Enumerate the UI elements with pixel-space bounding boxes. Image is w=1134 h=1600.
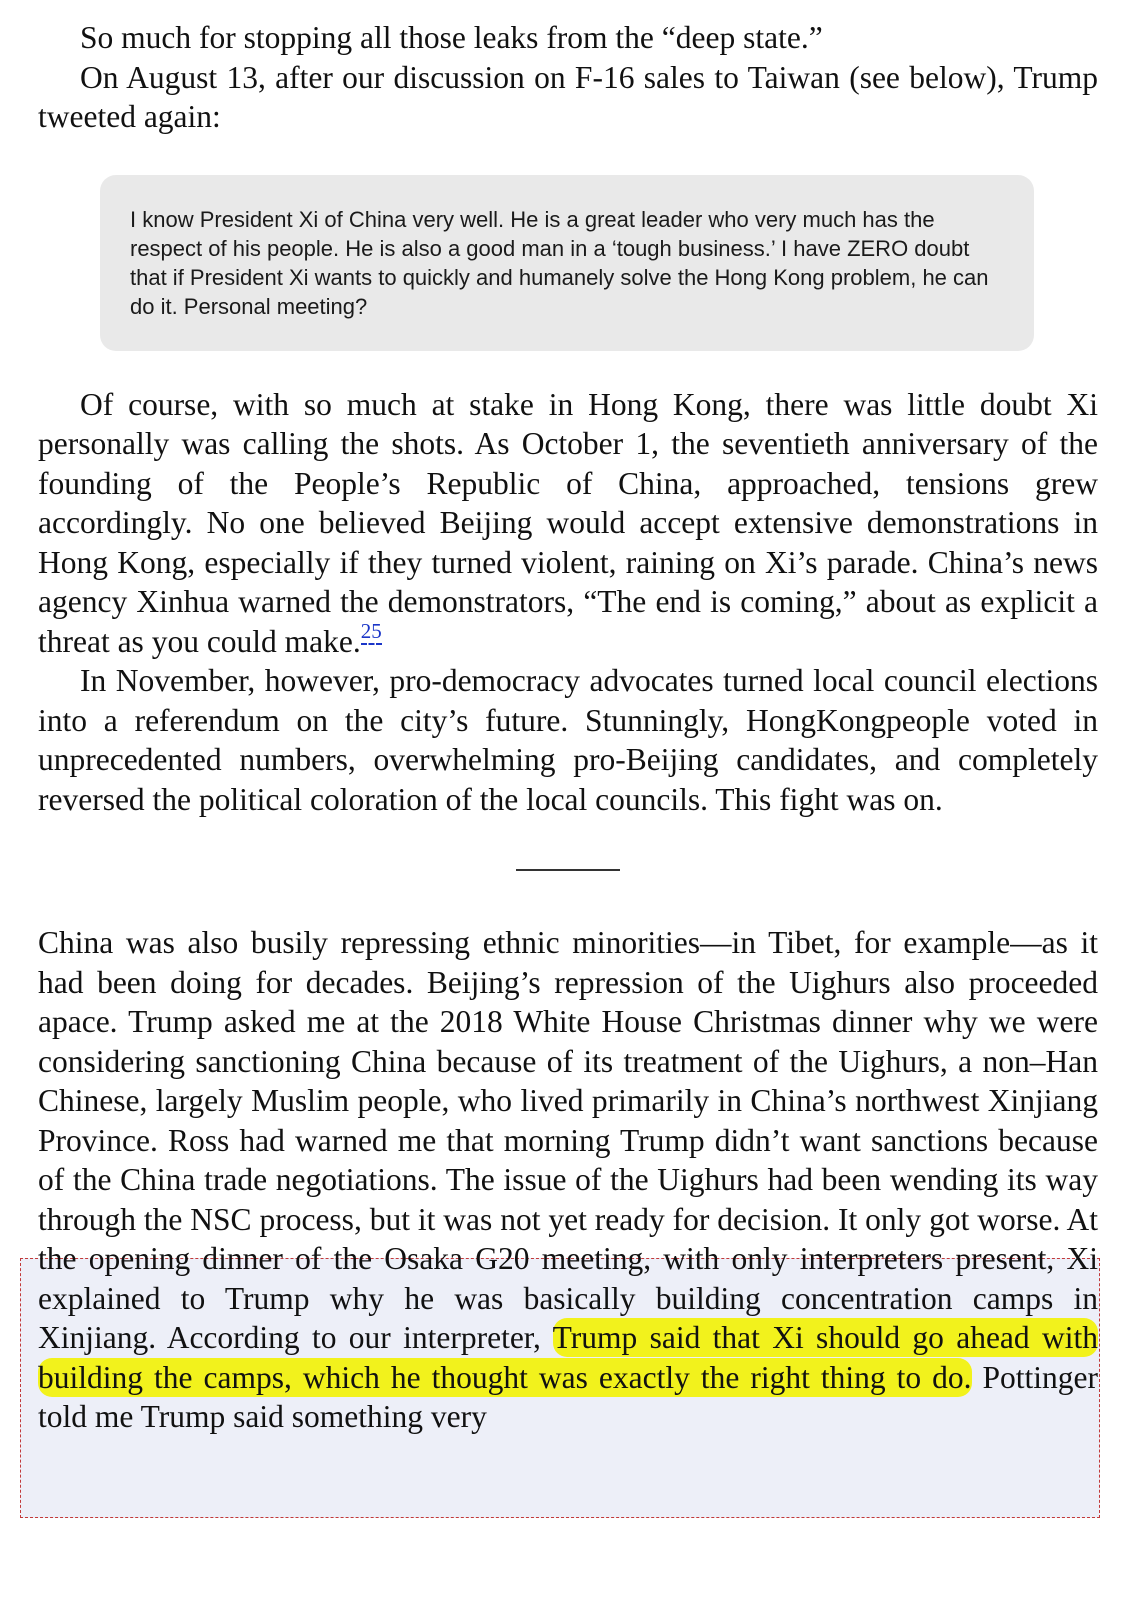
section-divider <box>516 869 620 871</box>
tweet-quote-text: I know President Xi of China very well. He is a great leader who very much has the respect of his people. He is also a good man in a ‘tough business.’ I have ZERO doubt that if President Xi wants to quickly and humanely solve the Hong Kong problem, he can do it. Personal meeting? <box>130 206 989 319</box>
paragraph-uighurs <box>38 923 1098 1437</box>
paragraph-uighurs-continuation: Pottinger told me Trump said something very <box>38 1359 1099 1434</box>
paragraph-deep-state: So much for stopping all those leaks from the “deep state.” <box>80 20 823 55</box>
paragraph-august-13: On August 13, after our discussion on F-16 sales to Taiwan (see below), Trump tweeted again: <box>38 59 1098 134</box>
paragraph-hong-kong <box>38 385 1098 662</box>
paragraph-uighurs-text: China was also busily repressing ethnic minorities—in Tibet, for example—as it had been doing for decades. Beijing’s repression of the Uighurs also proceeded apace. Trump asked me at the 2018 White House Christmas dinner why we were considering sanctioning China because of its treatment of the Uighurs, a non–Han Chinese, largely Muslim people, who lived primarily in China’s northwest Xinjiang Province. Ross had warned me that morning Trump didn’t want sanctions because of the China trade negotiations. The issue of the Uighurs had been wending its way through the NSC process, but it was not yet ready for decision. It only got worse. At the opening dinner of the Osaka G20 meeting, with only interpreters present, Xi explained to Trump why he was basically building concentration camps in Xinjiang. According to our interpreter, <box>38 925 1098 1355</box>
paragraph-hong-kong-text: Of course, with so much at stake in Hong Kong, there was little doubt Xi personally was calling the shots. As October 1, the seventieth anniversary of the founding of the People’s Republic of China, approached, tensions grew accordingly. No one believed Beijing would accept extensive demonstrations in Hong Kong, especially if they turned violent, raining on Xi’s parade. China’s news agency Xinhua warned the demonstrators, “The end is coming,” about as explicit a threat as you could make. <box>38 386 1098 659</box>
highlighted-passage: Trump said that Xi should go ahead with building the camps, which he thought was exactly the right thing to do. <box>38 1320 1098 1395</box>
tweet-quote-box <box>100 175 1034 351</box>
paragraph-november: In November, however, pro-democracy advocates turned local council elections into a referendum on the city’s future. Stunningly, HongKongpeople voted in unprecedented numbers, overwhelming pro-Beijing candidates, and completely reversed the political coloration of the local councils. This fight was on. <box>38 663 1098 817</box>
book-page <box>38 18 1098 1437</box>
footnote-link-25[interactable]: 25 <box>360 618 382 643</box>
